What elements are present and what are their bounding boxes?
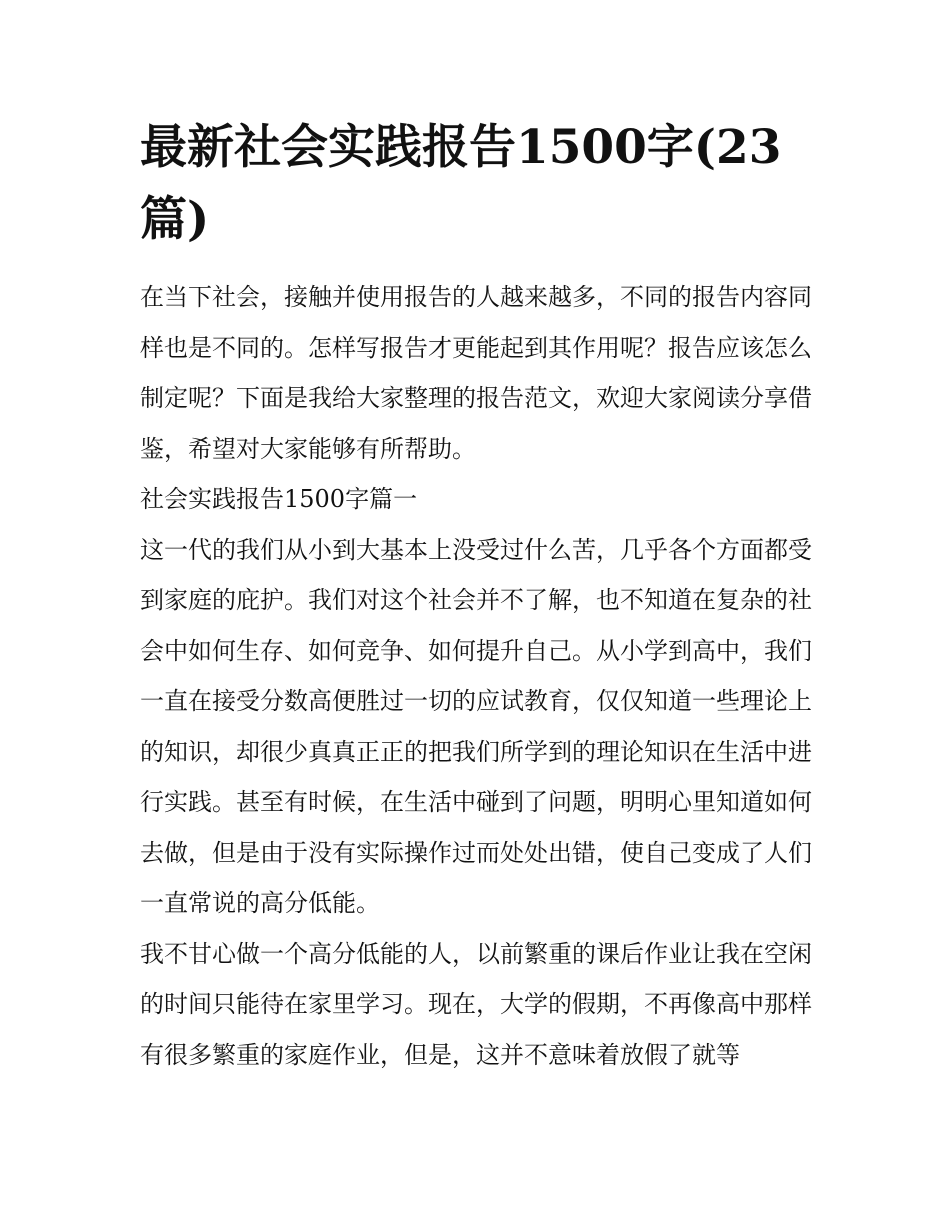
body-paragraph: 这一代的我们从小到大基本上没受过什么苦，几乎各个方面都受到家庭的庇护。我们对这个社会并不了解，也不知道在复杂的社会中如何生存、如何竞争、如何提升自己。从小学到高中，我们一直在接受分数高便胜过一切的应试教育，仅仅知道一些理论上的知识，却很少真真正正的把我们所学到的理论知识在生活中进行实践。甚至有时候，在生活中碰到了问题，明明心里知道如何去做，但是由于没有实际操作过而处处出错，使自己变成了人们一直常说的高分低能。 <box>140 535 812 917</box>
document-body <box>140 272 812 1080</box>
document-page <box>140 112 812 1080</box>
section-heading: 社会实践报告1500字篇一 <box>140 485 418 513</box>
document-title: 最新社会实践报告1500字(23篇) <box>140 120 782 247</box>
intro-paragraph: 在当下社会，接触并使用报告的人越来越多，不同的报告内容同样也是不同的。怎样写报告才更能起到其作用呢？报告应该怎么制定呢？下面是我给大家整理的报告范文，欢迎大家阅读分享借鉴，希望对大家能够有所帮助。 <box>140 283 812 463</box>
body-paragraph: 我不甘心做一个高分低能的人，以前繁重的课后作业让我在空闲的时间只能待在家里学习。现在，大学的假期，不再像高中那样有很多繁重的家庭作业，但是，这并不意味着放假了就等 <box>140 939 812 1069</box>
